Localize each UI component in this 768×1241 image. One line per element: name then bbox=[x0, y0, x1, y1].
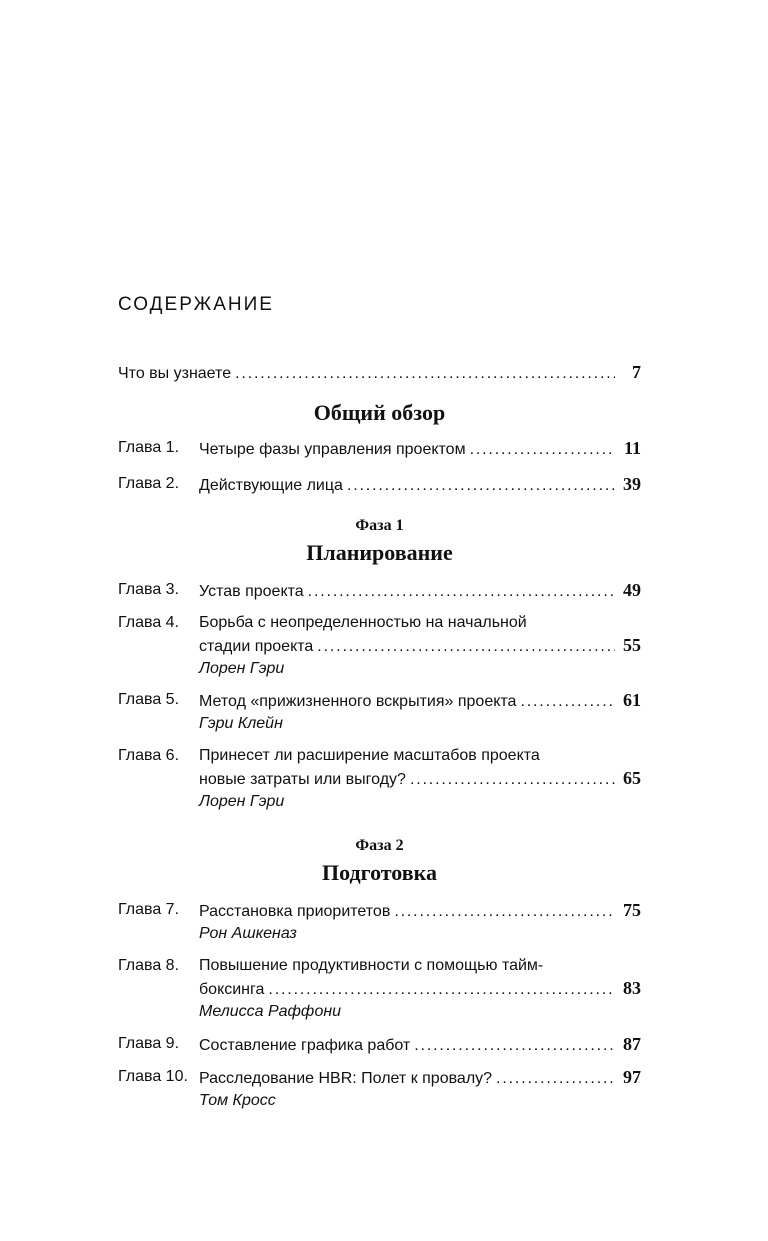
chapter-author: Рон Ашкеназ bbox=[199, 925, 297, 942]
page-number: 75 bbox=[623, 900, 641, 920]
chapter-title-line-2: новые затраты или выгоду? bbox=[199, 771, 406, 788]
chapter-label: Глава 6. bbox=[118, 747, 180, 764]
dot-leader bbox=[235, 363, 615, 385]
toc-entry-title: Что вы узнаете bbox=[118, 365, 232, 382]
toc-entry-chapter-6[interactable] bbox=[118, 745, 641, 813]
page-number: 7 bbox=[632, 362, 641, 382]
toc-entry-chapter-2[interactable] bbox=[118, 473, 641, 497]
toc-entry-chapter-8[interactable] bbox=[118, 955, 641, 1023]
dot-leader bbox=[347, 475, 615, 497]
chapter-label: Глава 9. bbox=[118, 1035, 180, 1052]
page-number: 55 bbox=[623, 635, 641, 655]
chapter-author: Том Кросс bbox=[199, 1092, 276, 1109]
chapter-author: Лорен Гэри bbox=[199, 793, 285, 810]
chapter-title-line-1: Борьба с неопределенностью на начальной bbox=[199, 614, 527, 631]
phase-label-1: Фаза 1 bbox=[355, 517, 404, 534]
chapter-label: Глава 5. bbox=[118, 691, 180, 708]
toc-entry-chapter-3[interactable] bbox=[118, 579, 641, 603]
chapter-author: Мелисса Раффони bbox=[199, 1003, 342, 1020]
page-number: 39 bbox=[623, 474, 641, 494]
dot-leader bbox=[308, 581, 615, 603]
toc-entry-chapter-1[interactable] bbox=[118, 437, 641, 461]
section-heading-planning: Планирование bbox=[306, 540, 453, 565]
toc-entry-chapter-7[interactable] bbox=[118, 899, 641, 945]
dot-leader bbox=[317, 636, 615, 658]
chapter-title: Составление графика работ bbox=[199, 1037, 411, 1054]
toc-entry-chapter-5[interactable] bbox=[118, 689, 641, 735]
phase-label-2: Фаза 2 bbox=[355, 837, 404, 854]
chapter-label: Глава 4. bbox=[118, 614, 180, 631]
dot-leader bbox=[470, 439, 615, 461]
chapter-label: Глава 8. bbox=[118, 957, 180, 974]
chapter-title: Действующие лица bbox=[199, 477, 343, 494]
chapter-title: Расстановка приоритетов bbox=[199, 903, 391, 920]
chapter-title: Метод «прижизненного вскрытия» проекта bbox=[199, 693, 517, 710]
page-number: 61 bbox=[623, 690, 641, 710]
toc-entry-intro[interactable] bbox=[118, 361, 641, 385]
chapter-label: Глава 3. bbox=[118, 581, 180, 598]
dot-leader bbox=[496, 1068, 615, 1090]
chapter-title-line-1: Принесет ли расширение масштабов проекта bbox=[199, 747, 540, 764]
chapter-author: Гэри Клейн bbox=[199, 715, 283, 732]
chapter-label: Глава 7. bbox=[118, 901, 180, 918]
chapter-title-line-2: стадии проекта bbox=[199, 638, 314, 655]
toc-entry-chapter-4[interactable] bbox=[118, 612, 641, 680]
chapter-title: Четыре фазы управления проектом bbox=[199, 441, 466, 458]
dot-leader bbox=[394, 901, 615, 923]
toc-entry-chapter-9[interactable] bbox=[118, 1033, 641, 1057]
dot-leader bbox=[520, 691, 615, 713]
chapter-label: Глава 2. bbox=[118, 475, 180, 492]
chapter-label: Глава 10. bbox=[118, 1068, 188, 1085]
page-title: СОДЕРЖАНИЕ bbox=[118, 294, 274, 315]
chapter-title-line-1: Повышение продуктивности с помощью тайм- bbox=[199, 957, 544, 974]
page-number: 83 bbox=[623, 978, 641, 998]
chapter-title: Расследование HBR: Полет к провалу? bbox=[199, 1070, 493, 1087]
section-heading-overview: Общий обзор bbox=[313, 400, 446, 425]
section-heading-preparation: Подготовка bbox=[322, 860, 437, 885]
chapter-author: Лорен Гэри bbox=[199, 660, 285, 677]
page-number: 11 bbox=[623, 438, 641, 458]
dot-leader bbox=[410, 769, 615, 791]
dot-leader bbox=[268, 979, 615, 1001]
chapter-label: Глава 1. bbox=[118, 439, 180, 456]
page-number: 49 bbox=[623, 580, 641, 600]
chapter-title: Устав проекта bbox=[199, 583, 304, 600]
toc-entry-chapter-10[interactable] bbox=[118, 1066, 641, 1112]
chapter-title-line-2: боксинга bbox=[199, 981, 265, 998]
page-number: 97 bbox=[623, 1067, 641, 1087]
dot-leader bbox=[414, 1035, 615, 1057]
page-number: 65 bbox=[623, 768, 641, 788]
page-number: 87 bbox=[623, 1034, 641, 1054]
